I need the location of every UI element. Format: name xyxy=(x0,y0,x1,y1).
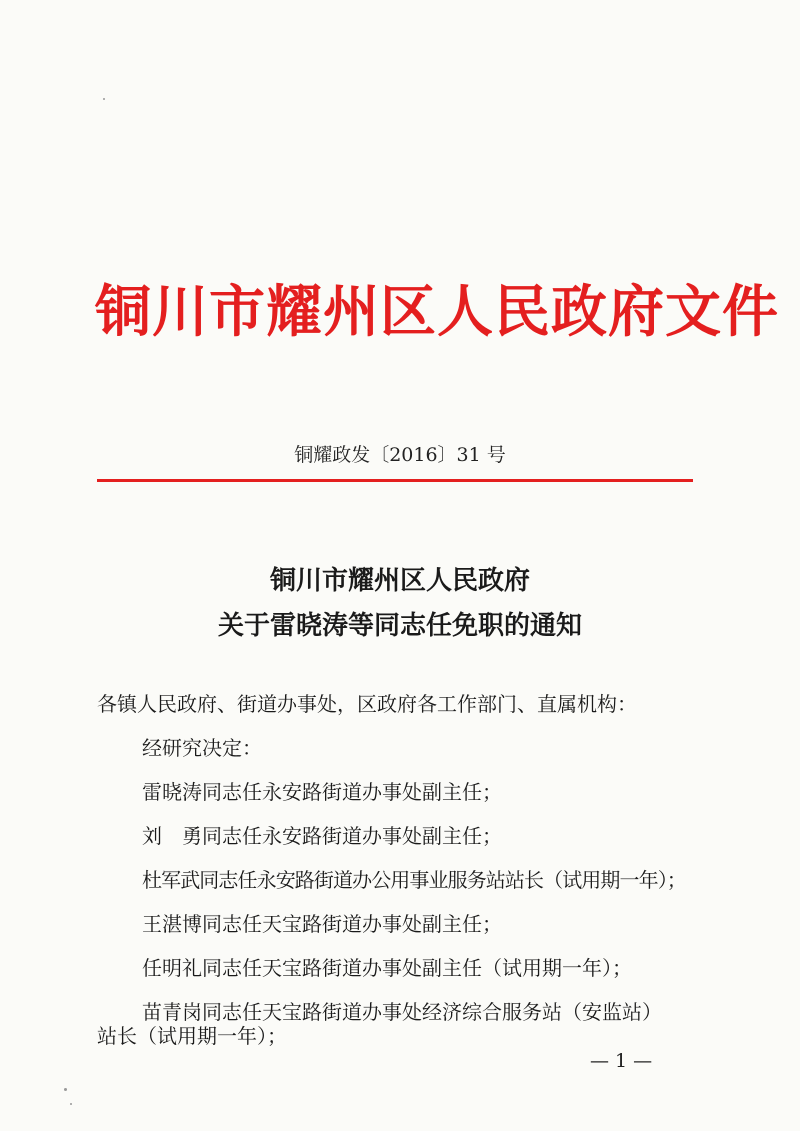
appointment-item: 任明礼同志任天宝路街道办事处副主任（试用期一年）； xyxy=(142,956,632,980)
appointment-item: 杜军武同志任永安路街道办公用事业服务站站长（试用期一年）； xyxy=(142,868,686,892)
appointment-item: 雷晓涛同志任永安路街道办事处副主任； xyxy=(142,780,502,804)
addressee-line: 各镇人民政府、街道办事处，区政府各工作部门、直属机构： xyxy=(97,692,637,716)
scan-speck xyxy=(70,1103,72,1105)
notice-title-line-1: 铜川市耀州区人民政府 xyxy=(269,566,530,596)
document-number: 铜耀政发〔2016〕31 号 xyxy=(294,444,506,466)
appointment-item: 苗青岗同志任天宝路街道办事处经济综合服务站（安监站） xyxy=(142,1000,662,1024)
appointment-item-continuation: 站长（试用期一年）； xyxy=(97,1024,287,1048)
red-separator-rule xyxy=(97,479,693,482)
document-header-title: 铜川市耀州区人民政府文件 xyxy=(95,279,779,345)
appointment-item: 王湛博同志任天宝路街道办事处副主任； xyxy=(142,912,502,936)
scan-speck xyxy=(103,98,105,100)
scan-speck xyxy=(64,1088,67,1091)
notice-title-line-2: 关于雷晓涛等同志任免职的通知 xyxy=(217,611,582,641)
page-number: — 1 — xyxy=(590,1050,653,1072)
appointment-item: 刘 勇同志任永安路街道办事处副主任； xyxy=(142,824,502,848)
intro-line: 经研究决定： xyxy=(142,736,262,760)
